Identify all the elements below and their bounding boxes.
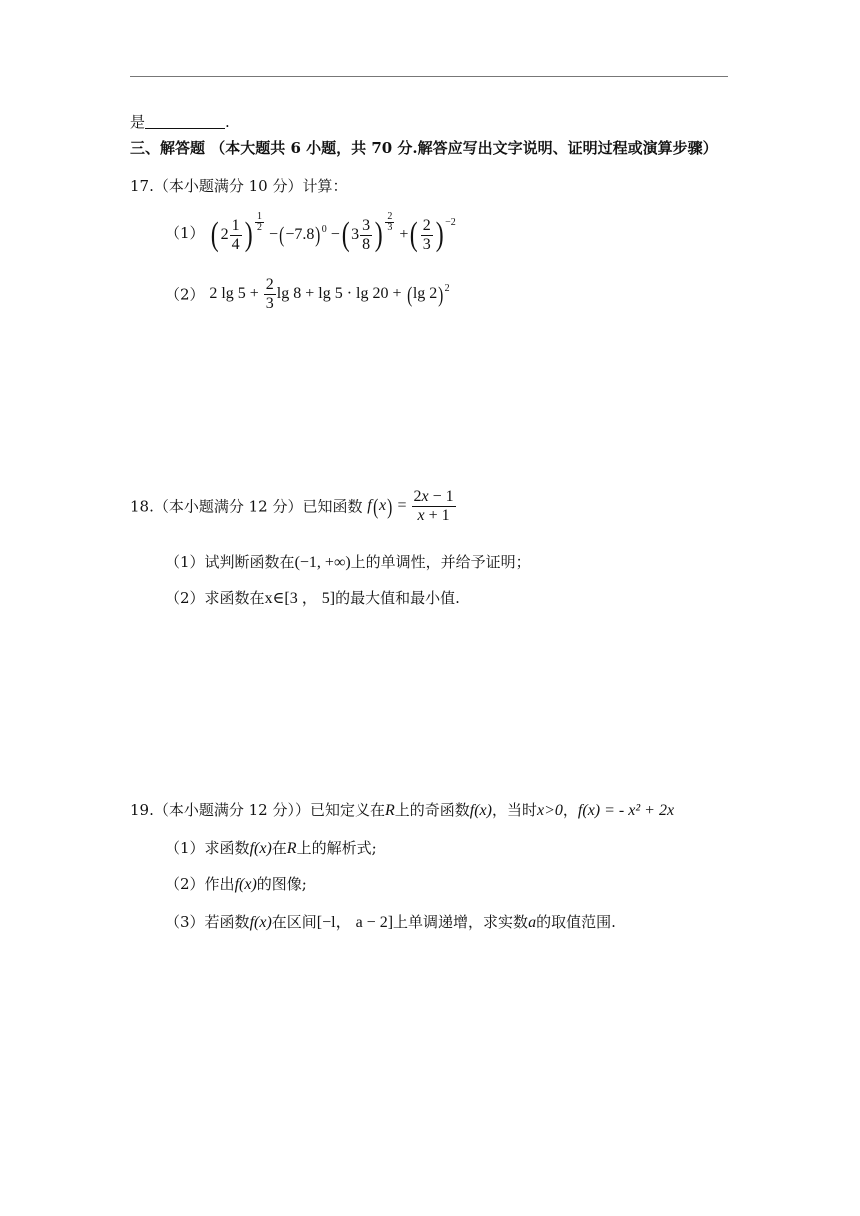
q17-header: 17.（本小题满分 10 分）计算： xyxy=(130,177,348,195)
q17-p2-label: （2） xyxy=(165,285,205,304)
q17-p1-expression: ( 2 $\frac{1}{4}$ ) $\frac{1}{2}$ $-(-7.8)^0$ −( 3 $\frac{3}{8}$ ) $\frac{2}{3}$ +( $\frac{2}{3}$ ) $^{-2}$ xyxy=(211,211,456,254)
q18-part2: （2）求函数在x∈[3 ， 5]的最大值和最小值. xyxy=(165,589,460,607)
q18-part1: （1）试判断函数在(−1, +∞)上的单调性，并给予证明； xyxy=(165,553,531,571)
header-rule xyxy=(130,76,728,77)
q17-p2-expression: 2 lg 5 + $\frac{2}{3}$ lg 8 + lg 5 · lg 20 + (lg 2)$^2$ xyxy=(209,276,450,312)
q17-part1 xyxy=(165,212,456,256)
q18-header-text: 18.（本小题满分 12 分）已知函数 xyxy=(130,497,363,516)
q19-part1: （1）求函数f(x)在R上的解析式; xyxy=(165,839,377,857)
q19-definition: f(x) = - x² + 2x xyxy=(577,802,675,819)
previous-question-tail: 是 . xyxy=(130,113,230,131)
fragment-text: 是 xyxy=(130,113,146,131)
answer-blank xyxy=(145,114,225,129)
q19-part2: （2）作出f(x)的图像; xyxy=(165,875,307,893)
q18-domain: x∈[3 ， 5] xyxy=(264,590,336,607)
q18-header xyxy=(130,488,457,532)
q18-interval: (−1, +∞) xyxy=(294,554,351,571)
q17-part2 xyxy=(165,276,450,320)
q17-p1-label: （1） xyxy=(165,223,205,242)
section-heading: 三、解答题 （本大题共 6 小题，共 70 分.解答应写出文字说明、证明过程或演算步骤） xyxy=(130,139,718,157)
q19-part3: （3）若函数f(x)在区间[−l， a − 2]上单调递增，求实数a的取值范围. xyxy=(165,913,616,931)
q19-header: 19.（本小题满分 12 分））已知定义在R上的奇函数f(x)，当时x>0，f(x) = - x² + 2x xyxy=(130,801,675,819)
q18-function: f(x) = $\frac{2x - 1}{x + 1}$ xyxy=(367,488,454,524)
